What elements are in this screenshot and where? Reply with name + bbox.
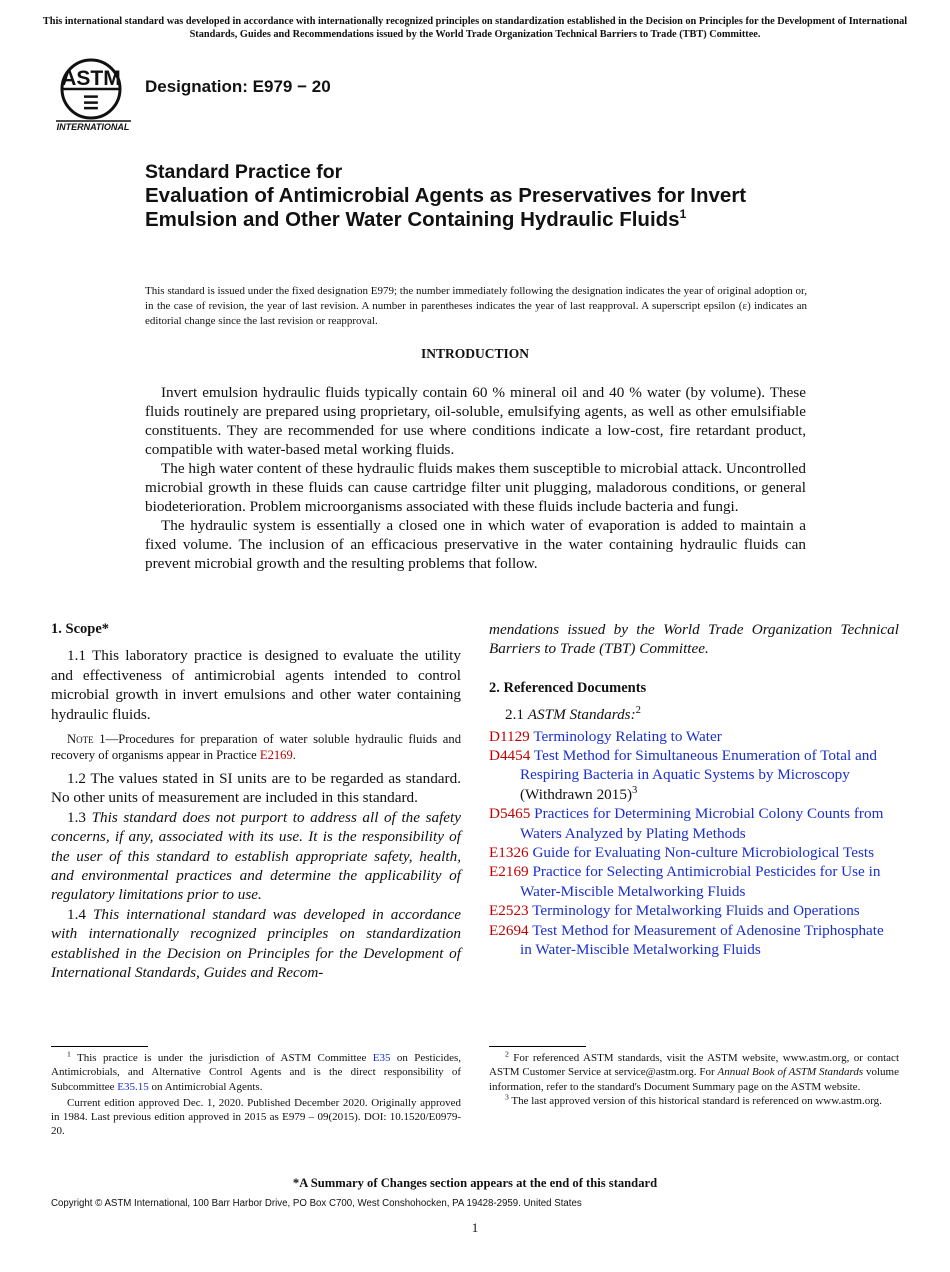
note-label: Note 1 <box>67 732 106 747</box>
intro-paragraph: The hydraulic system is essentially a closed one in which water of evaporation is added to maintain a fixed volume. The inclusion of an efficacious preservative in the water containing hydraulic fluids can prevent microbial growth and the resulting problems that follow. <box>145 517 806 572</box>
footnote-1 <box>51 1051 461 1094</box>
reference-title[interactable]: Terminology Relating to Water <box>533 727 722 745</box>
scope-heading: 1. Scope* <box>51 621 109 637</box>
scope-1-3 <box>51 808 461 905</box>
scope-1-1: 1.1 This laboratory practice is designed to evaluate the utility and effectiveness of antimicrobial agents intended to control microbial growth in invert emulsions and other water containing hydraulic fluids. <box>51 647 461 723</box>
reference-item[interactable] <box>489 901 899 920</box>
note-end: . <box>292 747 296 762</box>
reference-code[interactable]: E2694 <box>489 921 529 939</box>
scope-1-4-number: 1.4 <box>67 905 93 923</box>
scope-1-3-text: This standard does not purport to address all of the safety concerns, if any, associated with its use. It is the responsibility of the user of this standard to establish appropriate safety, health, and environmental practices and determine the applicability of regulatory limitations prior to use. <box>51 808 462 904</box>
issued-note: This standard is issued under the fixed designation E979; the number immediately following the designation indicates the year of original adoption or, in the case of revision, the year of last revision. A number in parentheses indicates the year of last reapproval. A superscript epsilon (ε) indicates an editorial change since the last revision or reapproval. <box>145 285 807 327</box>
right-column <box>489 620 899 960</box>
reference-title[interactable]: Practices for Determining Microbial Colony Counts from Waters Analyzed by Plating Methods <box>520 805 884 842</box>
scope-1-4-continued: mendations issued by the World Trade Organization Technical Barriers to Trade (TBT) Committee. <box>489 621 899 658</box>
page-number: 1 <box>471 1220 479 1235</box>
note-1 <box>51 732 461 763</box>
footnote-3-mark: 3 <box>632 784 638 796</box>
e35-link[interactable]: E35 <box>372 1052 391 1064</box>
reference-item[interactable] <box>489 862 899 901</box>
svg-text:☰: ☰ <box>82 93 100 113</box>
reference-title[interactable]: Terminology for Metalworking Fluids and Operations <box>532 902 860 920</box>
footnote-1-marker: 1 <box>67 1049 71 1059</box>
reference-code[interactable]: E2169 <box>489 863 529 881</box>
title-main <box>145 184 805 232</box>
reference-code[interactable]: E2523 <box>489 902 529 920</box>
footnotes-right <box>489 1046 899 1108</box>
astm-logo-icon <box>53 57 133 132</box>
footnotes-left <box>51 1046 461 1139</box>
footnote-rule <box>51 1046 148 1047</box>
left-column <box>51 620 461 983</box>
intro-paragraph: Invert emulsion hydraulic fluids typically contain 60 % mineral oil and 40 % water (by volume). These fluids routinely are prepared using proprietary, oil-soluble, emulsifying agents, as well as other emulsifiable constituents. They are recommended for use where conditions indicate a low-cost, fire retardant product, compatible with water-based metal working fluids. <box>145 384 806 458</box>
edition-note: Current edition approved Dec. 1, 2020. Published December 2020. Originally approved in 1984. Last previous edition approved in 2015 as E979 – 09(2015). DOI: 10.1520/E0979-20. <box>51 1096 461 1138</box>
reference-title[interactable]: Test Method for Measurement of Adenosine Triphosphate in Water-Miscible Metalworking Fluids <box>520 921 884 959</box>
footnote-2-mark: 2 <box>635 705 641 717</box>
footnote-3-marker: 3 <box>505 1092 509 1102</box>
introduction <box>145 383 806 573</box>
reference-code[interactable]: D1129 <box>489 727 530 745</box>
note-text: —Procedures for preparation of water soluble hydraulic fluids and recovery of organisms appear in Practice <box>51 732 461 762</box>
footnote-3 <box>489 1094 899 1108</box>
reference-item[interactable] <box>489 804 899 843</box>
footnote-1-text-c: on Antimicrobial Agents. <box>148 1080 263 1093</box>
reference-code[interactable]: D5465 <box>489 805 531 823</box>
reference-title[interactable]: Practice for Selecting Antimicrobial Pesticides for Use in Water-Miscible Metalworking Fluids <box>520 863 881 900</box>
reference-suffix: (Withdrawn 2015) <box>520 785 632 803</box>
document-title <box>145 160 805 232</box>
title-main-text: Evaluation of Antimicrobial Agents as Preservatives for Invert Emulsion and Other Water Containing Hydraulic Fluids <box>145 184 747 231</box>
copyright: Copyright © ASTM International, 100 Barr Harbor Drive, PO Box C700, West Conshohocken, PA 19428-2959. United States <box>51 1198 582 1209</box>
scope-1-4-text: This international standard was developed in accordance with internationally recognized principles on standardization established in the Decision on Principles for the Development of International Standards, Guides and Recom- <box>51 905 462 982</box>
astm-standards-number: 2.1 <box>505 706 528 724</box>
summary-of-changes-note: *A Summary of Changes section appears at the end of this standard <box>292 1176 658 1190</box>
astm-logo <box>53 57 133 132</box>
designation: Designation: E979 − 20 <box>145 77 331 96</box>
intro-paragraph: The high water content of these hydraulic fluids makes them susceptible to microbial attack. Uncontrolled microbial growth in these fluids can cause cartridge filter unit plugging, maladorous conditions, or general biodeterioration. Problem microorganisms associated with these fluids include bacteria and fungi. <box>145 460 806 515</box>
reference-item[interactable] <box>489 727 899 746</box>
introduction-heading: INTRODUCTION <box>420 346 529 361</box>
scope-1-2: 1.2 The values stated in SI units are to be regarded as standard. No other units of measurement are included in this standard. <box>51 770 461 807</box>
footnote-2-text-b: volume information, refer to the standard's Document Summary page on the ASTM website. <box>489 1066 899 1093</box>
scope-1-3-number: 1.3 <box>67 808 92 826</box>
footnote-2-text-a: For referenced ASTM standards, visit the ASTM website, www.astm.org, or contact ASTM Customer Service at service@astm.org. For <box>489 1052 899 1079</box>
scope-1-4 <box>51 905 461 983</box>
reference-title[interactable]: Test Method for Simultaneous Enumeration of Total and Respiring Bacteria in Aquatic Systems by Microscopy <box>520 747 877 784</box>
title-footnote-mark: 1 <box>679 207 687 222</box>
referenced-heading: 2. Referenced Documents <box>489 679 647 696</box>
wto-banner: This international standard was developed in accordance with internationally recognized principles on standardization established in the Decision on Principles for the Development of International Standards, Guides and Recommendations issued by the World Trade Organization Technical Barriers to Trade (TBT) Committee. <box>42 16 908 40</box>
astm-standards-subhead <box>489 705 899 724</box>
e35-15-link[interactable]: E35.15 <box>117 1080 149 1093</box>
footnote-1-text-a: This practice is under the jurisdiction of ASTM Committee <box>70 1052 373 1064</box>
footnote-3-text: The last approved version of this historical standard is referenced on www.astm.org. <box>508 1094 882 1107</box>
footnote-1-text-b: on Pesticides, Antimicrobials, and Alternative Control Agents and is the direct responsibility of Subcommittee <box>51 1052 461 1093</box>
footnote-2 <box>489 1051 899 1094</box>
footnote-2-italic: Annual Book of ASTM Standards <box>717 1066 864 1079</box>
reference-item[interactable] <box>489 746 899 804</box>
title-line1: Standard Practice for <box>145 161 343 183</box>
reference-code[interactable]: E1326 <box>489 844 529 862</box>
astm-standards-label: ASTM Standards: <box>527 706 636 724</box>
reference-list <box>489 727 899 960</box>
note-e2169-link[interactable]: E2169 <box>259 747 293 762</box>
footnote-rule <box>489 1046 586 1047</box>
logo-text: ASTM <box>61 67 121 90</box>
reference-code[interactable]: D4454 <box>489 747 531 765</box>
footnote-2-marker: 2 <box>505 1049 509 1059</box>
reference-item[interactable] <box>489 921 899 960</box>
logo-subtext: INTERNATIONAL <box>56 122 130 132</box>
reference-title[interactable]: Guide for Evaluating Non-culture Microbiological Tests <box>532 844 875 862</box>
reference-item[interactable] <box>489 843 899 862</box>
